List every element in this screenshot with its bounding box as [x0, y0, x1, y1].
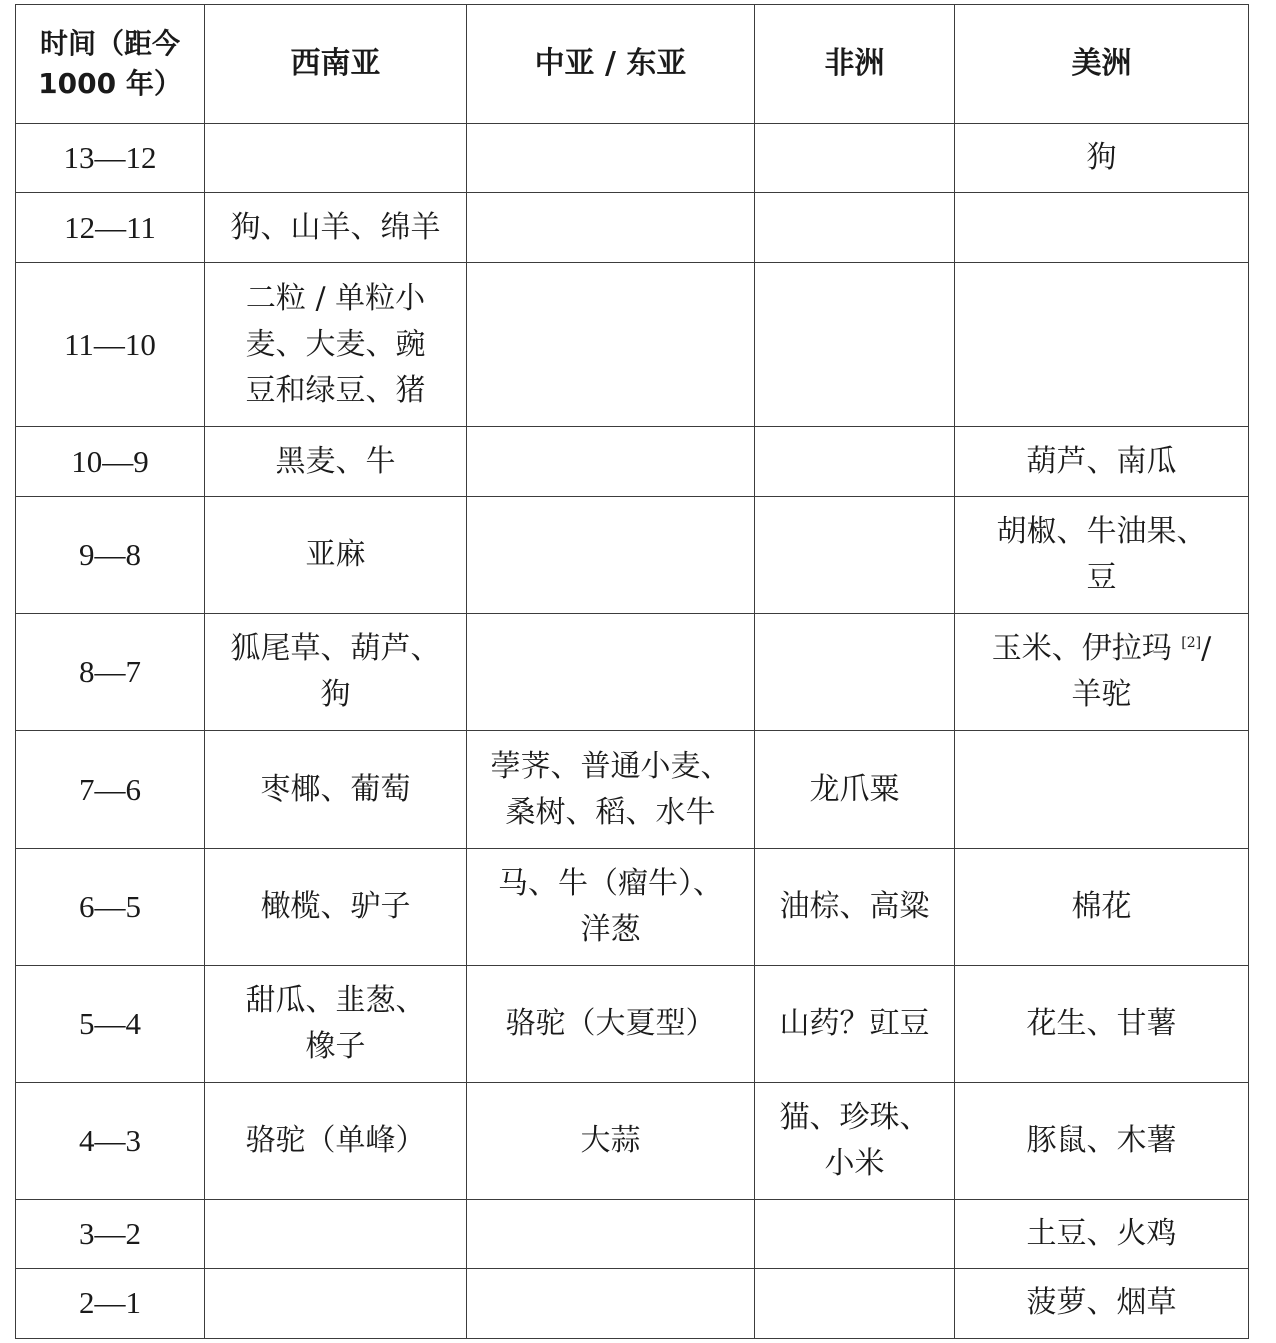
cell-central-east-asia [467, 1199, 755, 1268]
table-row [16, 263, 1249, 427]
table-row [16, 965, 1249, 1082]
period-cell: 2—1 [16, 1268, 205, 1338]
cell-southwest-asia [205, 1268, 467, 1338]
cell-africa: 山药？豇豆 [755, 965, 955, 1082]
cell-americas [955, 731, 1249, 848]
cell-central-east-asia [467, 193, 755, 263]
period-cell: 10—9 [16, 427, 205, 497]
cell-central-east-asia: 马、牛（瘤牛）、 洋葱 [467, 848, 755, 965]
cell-southwest-asia: 橄榄、驴子 [205, 848, 467, 965]
cell-central-east-asia: 荸荠、普通小麦、 桑树、稻、水牛 [467, 731, 755, 848]
table-row [16, 427, 1249, 497]
cell-central-east-asia [467, 263, 755, 427]
header-row [16, 5, 1249, 124]
table-row [16, 497, 1249, 614]
cell-southwest-asia: 黑麦、牛 [205, 427, 467, 497]
period-cell: 3—2 [16, 1199, 205, 1268]
cell-central-east-asia: 大蒜 [467, 1082, 755, 1199]
period-cell: 11—10 [16, 263, 205, 427]
cell-southwest-asia: 二粒 / 单粒小 麦、大麦、豌 豆和绿豆、猪 [205, 263, 467, 427]
cell-africa [755, 1268, 955, 1338]
cell-africa [755, 427, 955, 497]
header-central-east-asia: 中亚 / 东亚 [467, 5, 755, 124]
cell-americas: 葫芦、南瓜 [955, 427, 1249, 497]
cell-americas: 狗 [955, 124, 1249, 193]
table-row [16, 848, 1249, 965]
cell-africa [755, 614, 955, 731]
cell-africa [755, 193, 955, 263]
cell-central-east-asia [467, 614, 755, 731]
cell-americas [955, 263, 1249, 427]
cell-africa [755, 497, 955, 614]
cell-americas: 胡椒、牛油果、 豆 [955, 497, 1249, 614]
cell-americas: 花生、甘薯 [955, 965, 1249, 1082]
cell-southwest-asia: 枣椰、葡萄 [205, 731, 467, 848]
cell-southwest-asia: 亚麻 [205, 497, 467, 614]
table-row [16, 1268, 1249, 1338]
cell-southwest-asia: 狗、山羊、绵羊 [205, 193, 467, 263]
period-cell: 9—8 [16, 497, 205, 614]
cell-central-east-asia [467, 427, 755, 497]
period-cell: 8—7 [16, 614, 205, 731]
period-cell: 6—5 [16, 848, 205, 965]
cell-americas: 玉米、伊拉玛 [2]/ 羊驼 [955, 614, 1249, 731]
period-cell: 4—3 [16, 1082, 205, 1199]
header-americas: 美洲 [955, 5, 1249, 124]
cell-americas: 豚鼠、木薯 [955, 1082, 1249, 1199]
table-row [16, 124, 1249, 193]
cell-central-east-asia [467, 1268, 755, 1338]
cell-africa [755, 1199, 955, 1268]
period-cell: 13—12 [16, 124, 205, 193]
cell-southwest-asia [205, 124, 467, 193]
table-row [16, 731, 1249, 848]
cell-americas: 菠萝、烟草 [955, 1268, 1249, 1338]
cell-americas: 土豆、火鸡 [955, 1199, 1249, 1268]
cell-africa [755, 124, 955, 193]
header-southwest-asia: 西南亚 [205, 5, 467, 124]
cell-africa: 油棕、高粱 [755, 848, 955, 965]
cell-africa [755, 263, 955, 427]
table-row [16, 1199, 1249, 1268]
cell-southwest-asia: 骆驼（单峰） [205, 1082, 467, 1199]
cell-americas: 棉花 [955, 848, 1249, 965]
cell-central-east-asia [467, 124, 755, 193]
header-africa: 非洲 [755, 5, 955, 124]
cell-southwest-asia: 狐尾草、葫芦、 狗 [205, 614, 467, 731]
domestication-timeline-table [15, 4, 1249, 1339]
period-cell: 5—4 [16, 965, 205, 1082]
header-time: 时间（距今 1000 年） [16, 5, 205, 124]
period-cell: 7—6 [16, 731, 205, 848]
table-row [16, 193, 1249, 263]
cell-southwest-asia [205, 1199, 467, 1268]
cell-central-east-asia: 骆驼（大夏型） [467, 965, 755, 1082]
cell-central-east-asia [467, 497, 755, 614]
cell-africa: 猫、珍珠、 小米 [755, 1082, 955, 1199]
table-row [16, 1082, 1249, 1199]
cell-americas [955, 193, 1249, 263]
cell-africa: 龙爪粟 [755, 731, 955, 848]
footnote-ref: [2] [1181, 635, 1202, 652]
period-cell: 12—11 [16, 193, 205, 263]
table-row [16, 614, 1249, 731]
cell-southwest-asia: 甜瓜、韭葱、 橡子 [205, 965, 467, 1082]
